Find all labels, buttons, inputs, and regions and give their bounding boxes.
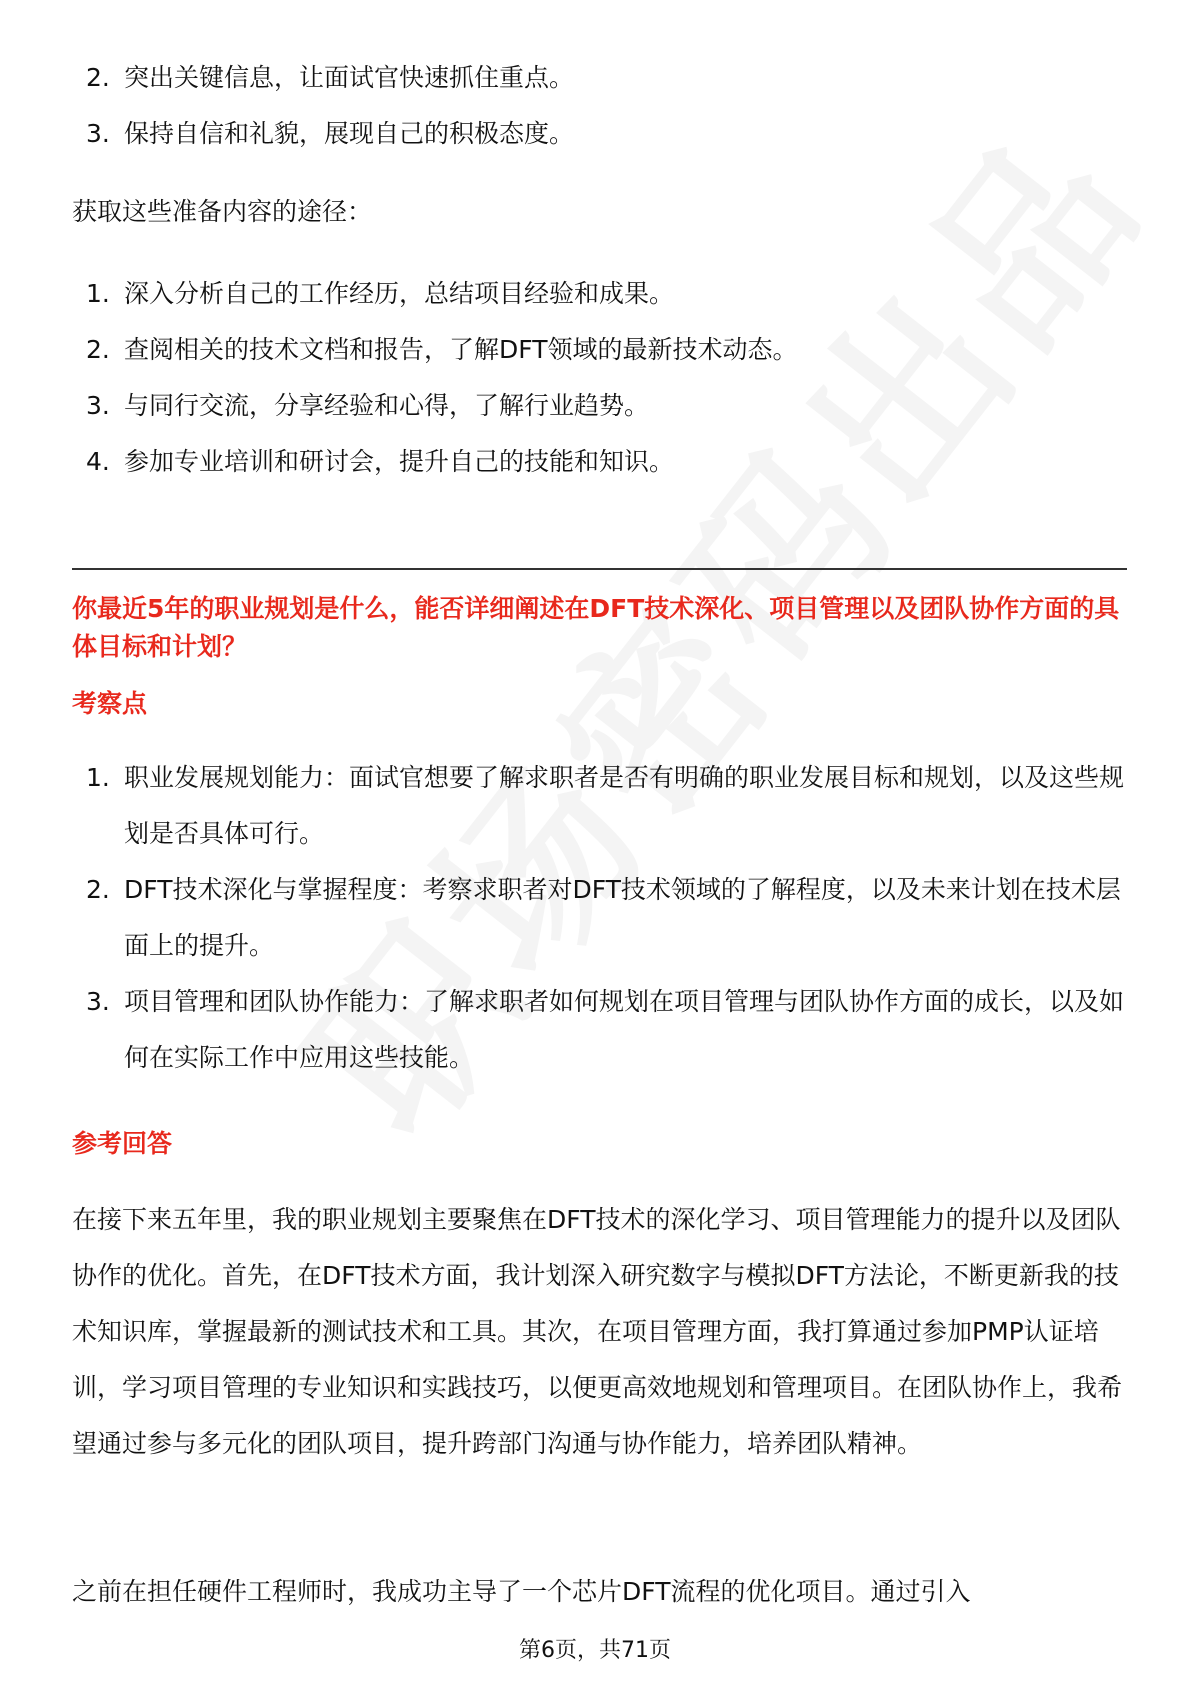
list-text: 项目管理和团队协作能力：了解求职者如何规划在项目管理与团队协作方面的成长，以及如何在实际工作中应用这些技能。: [124, 987, 1125, 1072]
list-item: [86, 434, 1126, 490]
list-text: 查阅相关的技术文档和报告，了解DFT领域的最新技术动态。: [124, 335, 798, 364]
list-number: 2.: [86, 335, 110, 364]
list-item: [86, 322, 1126, 378]
tips-list: [86, 50, 1126, 162]
list-text: 参加专业培训和研讨会，提升自己的技能和知识。: [124, 447, 675, 476]
list-text: 保持自信和礼貌，展现自己的积极态度。: [124, 119, 575, 148]
list-item: [86, 50, 1126, 106]
list-number: 3.: [86, 119, 110, 148]
interview-question: 你最近5年的职业规划是什么，能否详细阐述在DFT技术深化、项目管理以及团队协作方面的具体目标和计划？: [72, 594, 1120, 661]
list-text: 深入分析自己的工作经历，总结项目经验和成果。: [124, 279, 675, 308]
ways-list: [86, 266, 1126, 490]
list-item: [86, 862, 1126, 974]
list-number: 4.: [86, 447, 110, 476]
list-number: 3.: [86, 987, 110, 1016]
exam-points-heading: 考察点: [72, 689, 148, 718]
list-item: [86, 378, 1126, 434]
list-number: 2.: [86, 63, 110, 92]
section-divider: [72, 568, 1127, 570]
answer-paragraph: 在接下来五年里，我的职业规划主要聚焦在DFT技术的深化学习、项目管理能力的提升以及团队协作的优化。首先，在DFT技术方面，我计划深入研究数字与模拟DFT方法论，不断更新我的技术知识库，掌握最新的测试技术和工具。其次，在项目管理方面，我打算通过参加PMP认证培训，学习项目管理的专业知识和实践技巧，以便更高效地规划和管理项目。在团队协作上，我希望通过参与多元化的团队项目，提升跨部门沟通与协作能力，培养团队精神。: [72, 1205, 1123, 1458]
list-number: 1.: [86, 763, 110, 792]
list-number: 1.: [86, 279, 110, 308]
exam-points-list: [86, 750, 1126, 1086]
list-text: 与同行交流，分享经验和心得，了解行业趋势。: [124, 391, 650, 420]
reference-answer-heading: 参考回答: [72, 1129, 173, 1158]
list-text: DFT技术深化与掌握程度：考察求职者对DFT技术领域的了解程度，以及未来计划在技术层面上的提升。: [124, 875, 1121, 960]
list-number: 3.: [86, 391, 110, 420]
list-item: [86, 750, 1126, 862]
list-item: [86, 266, 1126, 322]
list-item: [86, 974, 1126, 1086]
ways-heading: 获取这些准备内容的途径：: [72, 197, 373, 226]
page-number: 第6页，共71页: [519, 1638, 671, 1663]
answer-paragraph: 之前在担任硬件工程师时，我成功主导了一个芯片DFT流程的优化项目。通过引入: [72, 1577, 971, 1606]
list-text: 职业发展规划能力：面试官想要了解求职者是否有明确的职业发展目标和规划，以及这些规划是否具体可行。: [124, 763, 1125, 848]
list-number: 2.: [86, 875, 110, 904]
list-item: [86, 106, 1126, 162]
list-text: 突出关键信息，让面试官快速抓住重点。: [124, 63, 575, 92]
